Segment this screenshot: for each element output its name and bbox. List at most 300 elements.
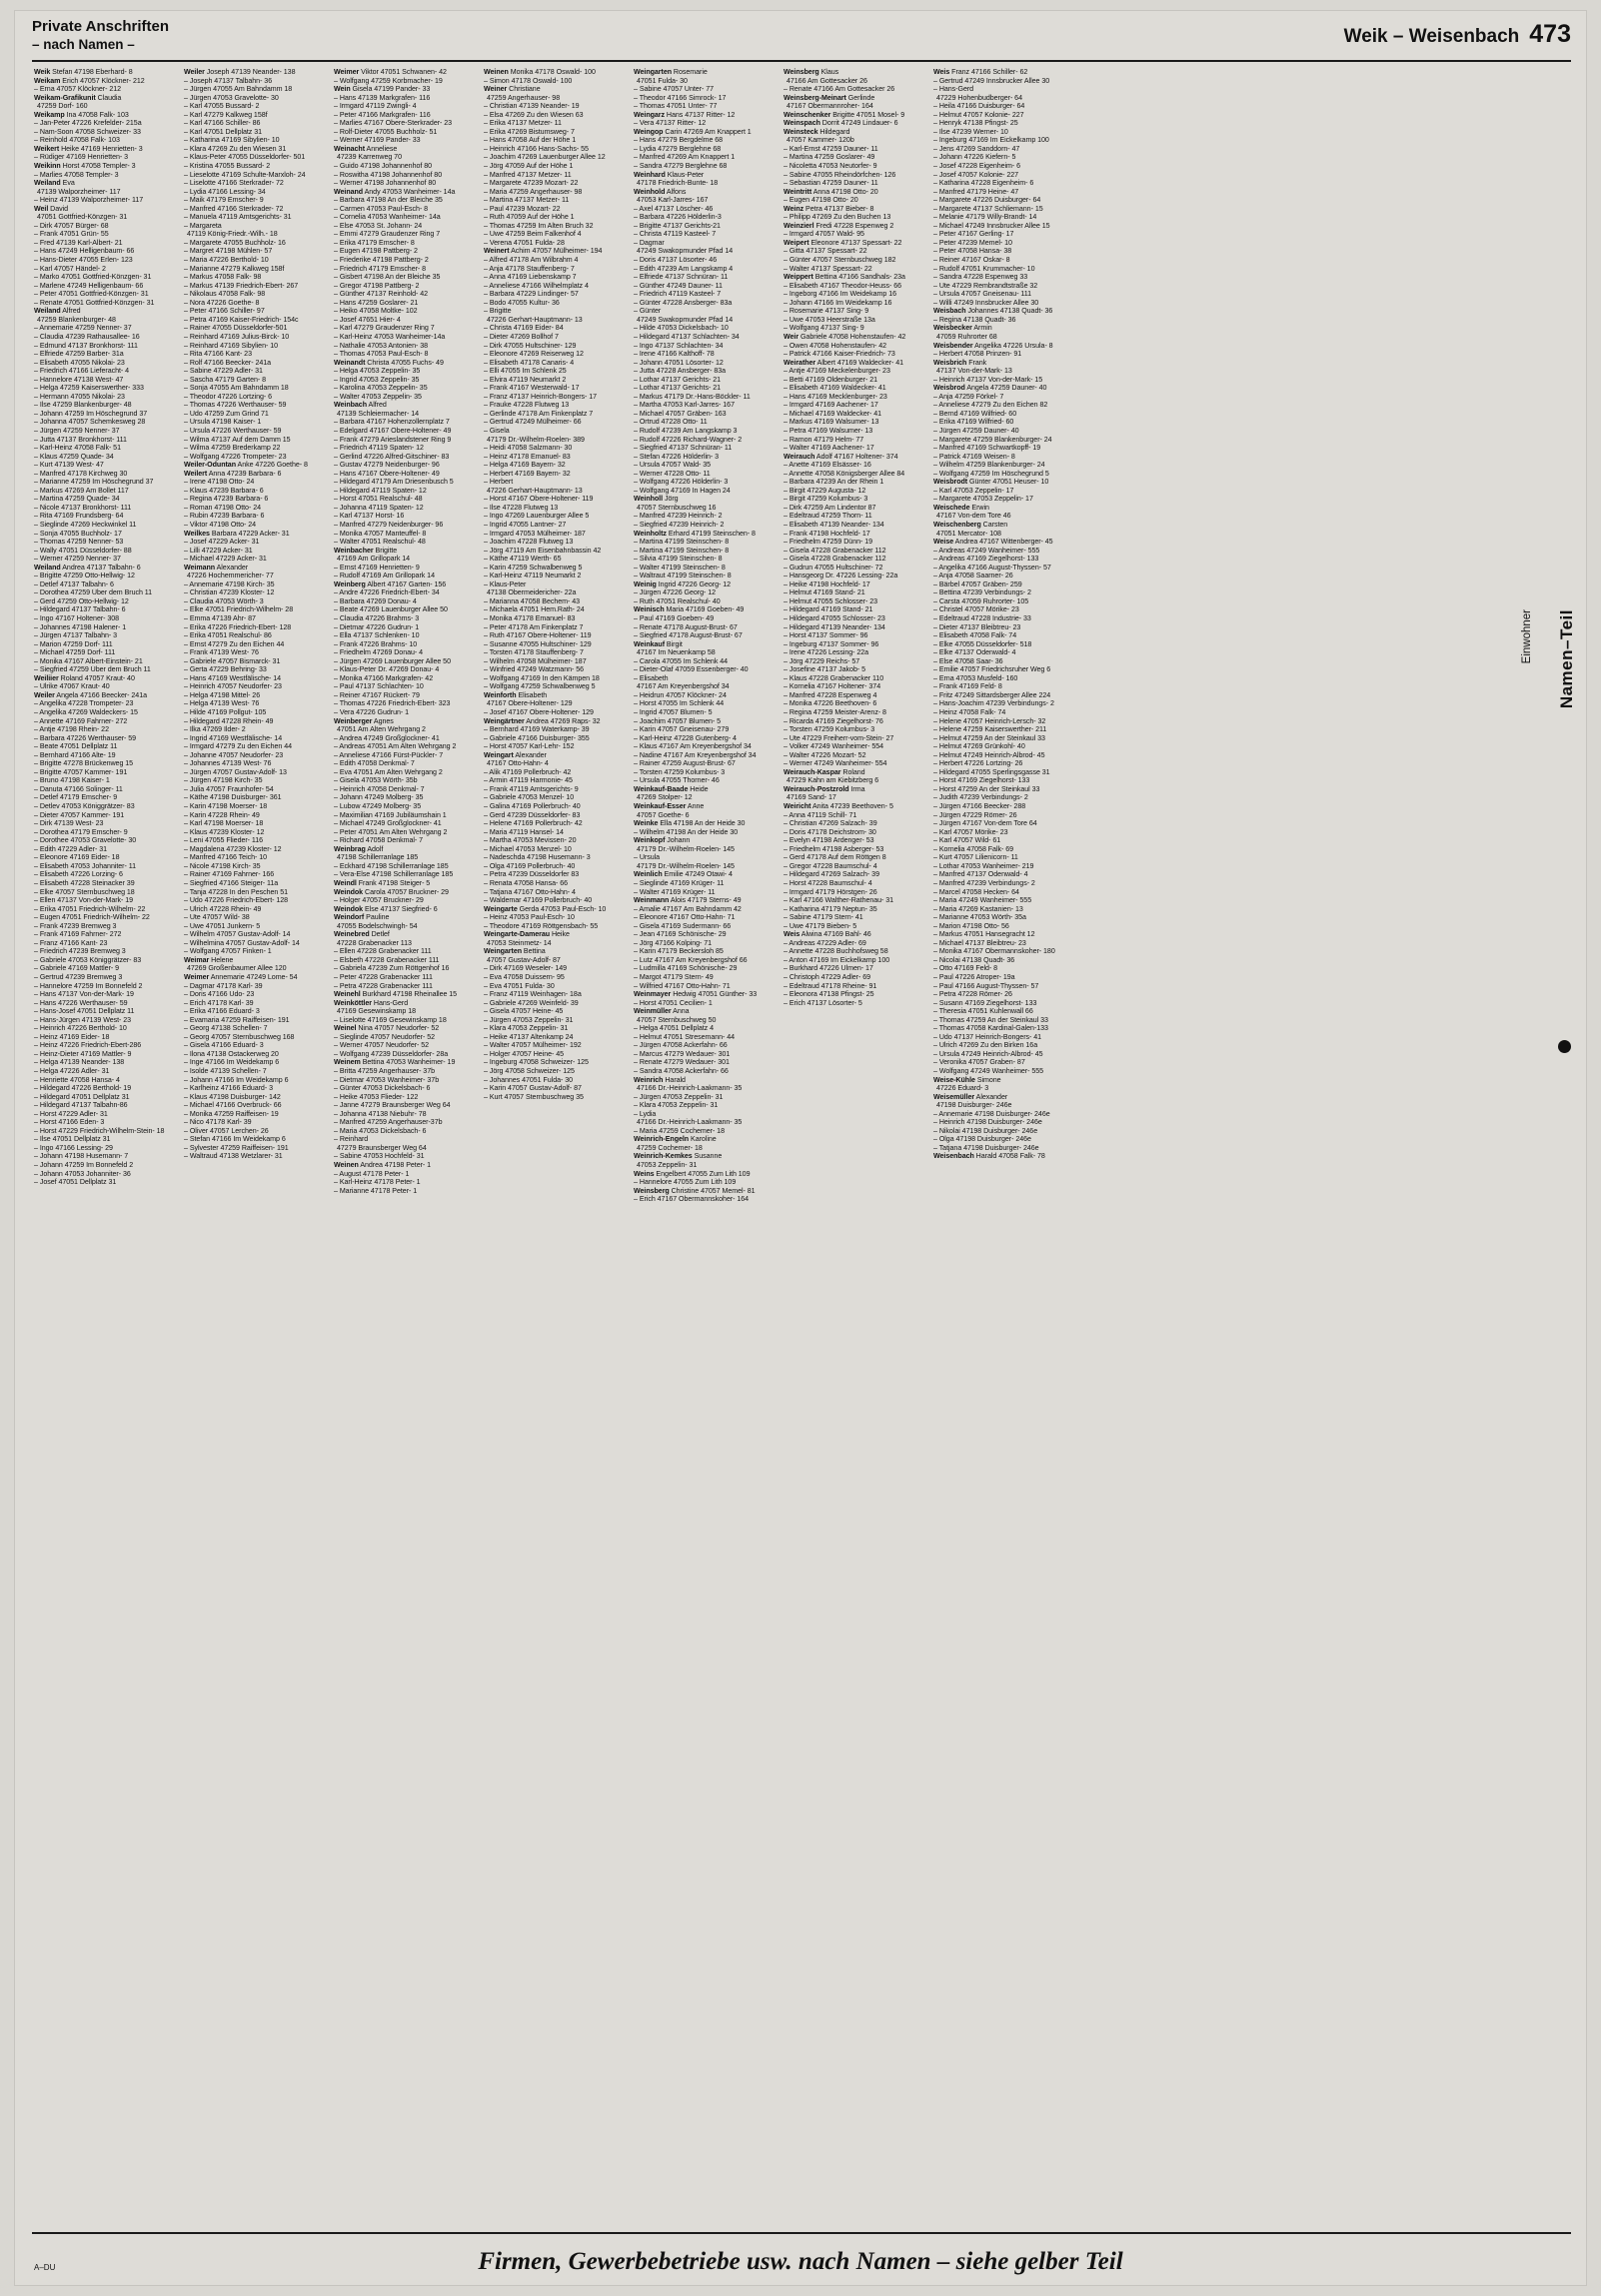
directory-entry: – Markus 47269 Am Bollet 117 [34, 486, 129, 495]
directory-entry: – Ernst 47279 Zu den Eichen 44 [184, 639, 285, 648]
directory-entry: – Dirk 47055 Hultschiner- 129 [484, 341, 577, 350]
entry-detail: Andrea 47269 Raps- 32 [524, 716, 601, 725]
entry-surname: Weingarz [634, 110, 666, 119]
directory-entry: – Lothar 47137 Gerichts- 21 [634, 384, 721, 393]
directory-entry: – Rudolf 47226 Richard-Wagner- 2 [634, 435, 743, 444]
directory-entry: – Carmen 47053 Paul-Esch- 8 [334, 204, 429, 213]
directory-entry: – Johann 47226 Kiefern- 5 [933, 153, 1016, 162]
directory-entry: – Johann 47249 Molberg- 35 [334, 793, 424, 802]
entry-detail: Emilie 47249 Otawi- 4 [662, 870, 733, 879]
directory-entry: – Petra 47228 Grabenacker 111 [334, 981, 433, 990]
directory-entry: – Walter 47137 Spessart- 22 [784, 264, 872, 273]
directory-entry: – Heiko 47058 Moltke- 102 [334, 307, 418, 316]
directory-entry: – Melanie 47179 Willy-Brandt- 14 [933, 213, 1037, 222]
entry-detail: Stefan 47198 Eberhard- 8 [50, 68, 133, 76]
directory-entry: 47167 Obermannroher- 164 [787, 102, 873, 111]
directory-entry: – Barbara 47229 Lindinger- 57 [484, 290, 579, 299]
directory-entry: – Josef 47057 Kolonie- 227 [933, 170, 1019, 179]
entry-surname: Weiler [34, 690, 55, 699]
directory-entry: – Lothar 47053 Wanheimer- 219 [933, 861, 1034, 870]
entry-surname: Weinsberg [784, 68, 819, 76]
directory-entry: – Friedhelm 47198 Asberger- 53 [784, 844, 884, 853]
directory-entry: – August 47178 Peter- 1 [334, 1169, 410, 1178]
directory-entry: – Karl-Heinz 47053 Wanheimer-14a [334, 332, 446, 341]
directory-entry: – Dorothee 47053 Gravelotte- 30 [34, 836, 137, 845]
directory-entry: – Karin 47198 Moerser- 18 [184, 802, 268, 811]
directory-entry: – Ricarda 47169 Ziegelhorst- 76 [784, 716, 883, 725]
directory-entry: – Beate 47051 Dellplatz 11 [34, 742, 118, 751]
entry-surname: Weisbecker [933, 324, 972, 333]
directory-entry: – Nicole 47137 Bronkhorst- 111 [34, 503, 132, 512]
directory-entry: – Gregor 47228 Baumschul- 4 [784, 861, 877, 870]
directory-entry: – Tanja 47228 In den Peschen 51 [184, 887, 289, 896]
directory-entry: – Manfred 47166 Teich- 10 [184, 853, 268, 862]
directory-entry [634, 111, 776, 120]
entry-detail: Bettina 47053 Wanheimer- 19 [360, 1058, 456, 1067]
entry-surname: Weisbender [933, 341, 973, 350]
directory-entry: – Elvira 47119 Neumarkt 2 [484, 375, 567, 384]
entry-surname: Weinkauf [634, 639, 666, 648]
directory-entry: – Ilse 47239 Werner- 10 [933, 127, 1008, 136]
directory-entry: – Wilhelm 47259 Blankenburger- 24 [933, 461, 1045, 470]
entry-surname: Weik [34, 68, 51, 76]
directory-entry: 47051 Mercator- 108 [936, 529, 1001, 538]
section-thumb-tab [1521, 609, 1579, 1029]
directory-entry: – Susanne 47055 Hultschiner- 129 [484, 639, 592, 648]
entry-surname: Weinholl [634, 495, 664, 504]
directory-entry: – Martina 47137 Metzer- 11 [484, 196, 570, 205]
directory-entry: – Britta 47259 Angerhauser- 37b [334, 1066, 435, 1075]
directory-entry: 47269 Großenbaumer Allee 120 [187, 964, 287, 973]
directory-entry: – Jürgen 47198 Kirch- 35 [184, 776, 263, 785]
directory-entry: – Eleonora 47138 Pfingst- 25 [784, 990, 874, 999]
directory-entry: – Jürgen 47166 Beecker- 288 [933, 802, 1026, 811]
directory-entry: – Rüdiger 47169 Henrietten- 3 [34, 153, 128, 162]
directory-entry [634, 1007, 776, 1016]
directory-entry: – Friedhelm 47259 Dünn- 19 [784, 538, 873, 547]
directory-entry: – Petra 47239 Düsseldorfer 83 [484, 870, 580, 879]
entry-surname: Weinforth [484, 690, 517, 699]
directory-entry [484, 68, 626, 77]
directory-entry: – Wilhelm 47058 Mülheimer- 187 [484, 656, 587, 665]
directory-entry [484, 930, 626, 939]
directory-entry: – Marcel 47058 Hecken- 64 [933, 887, 1019, 896]
directory-entry: – Dieter 47269 Bollhof 7 [484, 332, 559, 341]
entry-surname: Weinhold [634, 187, 666, 196]
directory-entry: – Karin 47259 Schwalbenweg 5 [484, 563, 583, 572]
directory-entry [34, 674, 176, 683]
directory-entry: – Peter 47167 Gerling- 17 [933, 230, 1014, 239]
directory-entry: – Marcus 47279 Wedauer- 301 [634, 1049, 731, 1058]
directory-entry: – Jörg 47119 Am Eisenbahnbassin 42 [484, 546, 602, 555]
directory-entry: – Günther 47249 Dauner- 11 [634, 281, 723, 290]
directory-entry: 47057 Sternbuschweg 16 [637, 503, 717, 512]
directory-entry: – Nicolai 47138 Quadt- 36 [933, 955, 1015, 964]
directory-entry: – Andreas 47229 Adler- 69 [784, 938, 866, 947]
directory-entry: 47249 Swakopmunder Pfad 14 [637, 315, 734, 324]
directory-entry: – Martina 47199 Steinschen- 8 [634, 546, 730, 555]
directory-entry: 47053 Zeppelin- 31 [637, 1161, 698, 1169]
directory-entry: – Sonja 47055 Am Bahndamm 18 [184, 384, 289, 393]
directory-entry: – Klara 47053 Zeppelin- 31 [484, 1024, 569, 1033]
directory-entry: – Hansgeorg Dr. 47226 Lessing- 22a [784, 572, 898, 580]
entry-detail: Carola 47057 Bruckner- 29 [363, 887, 449, 896]
directory-entry: – Christel 47057 Mörike- 23 [933, 605, 1019, 614]
directory-entry [34, 179, 176, 188]
directory-entry: – Jürgen 47053 Zeppelin- 31 [484, 1015, 574, 1024]
entry-surname: Weir [784, 332, 800, 341]
directory-entry: – Udo 47137 Heinrich-Bongers- 41 [933, 1032, 1042, 1041]
directory-entry [484, 751, 626, 760]
directory-entry: – Holger 47057 Heine- 45 [484, 1049, 565, 1058]
directory-entry: – Patrick 47169 Weisen- 8 [933, 452, 1015, 461]
directory-entry: – Werner 47169 Pander- 33 [334, 136, 421, 145]
directory-entry: – Hannelore 47138 West- 47 [34, 375, 124, 384]
directory-entry: 47057 Goethe- 6 [637, 810, 690, 819]
entry-detail: Anna [671, 1007, 690, 1016]
directory-entry: – Hilde 47053 Dickelsbach- 10 [634, 324, 729, 333]
directory-entry: – Friederike 47198 Pattberg- 2 [334, 256, 429, 265]
directory-entry: 47167 Obere-Holtener- 129 [487, 699, 573, 708]
directory-entry: – Monika 47226 Beethoven- 6 [784, 699, 877, 708]
directory-entry: – Reiner 47167 Rückert- 79 [334, 690, 420, 699]
directory-entry: – Ingrid 47053 Zeppelin- 35 [334, 375, 420, 384]
entry-surname: Weinschenker [784, 110, 831, 119]
directory-entry: – Marianne 47053 Wörth- 35a [933, 913, 1026, 922]
directory-entry: – Edith 47058 Denkmal- 7 [334, 759, 415, 768]
directory-entry: 47179 Dr.-Wilhelm-Roelen- 389 [487, 435, 585, 444]
directory-entry [784, 359, 925, 368]
directory-entry: – Walter 47169 Aachener- 17 [784, 444, 874, 453]
directory-entry: – Birgit 47259 Kolumbus- 3 [784, 495, 868, 504]
directory-entry: – Erna 47057 Klöckner- 212 [34, 85, 122, 94]
entry-detail: Hedwig 47051 Günther- 33 [671, 990, 758, 999]
directory-entry [334, 845, 476, 854]
entry-surname: Weil [34, 204, 49, 213]
directory-entry [634, 836, 776, 845]
directory-entry: – Angelika 47228 Trompeter- 23 [34, 699, 134, 708]
directory-entry: – Rainer 47259 August-Brust- 67 [634, 759, 736, 768]
directory-entry: – Günter [634, 307, 662, 316]
directory-entry: – Johann 47259 Im Bonnefeld 2 [34, 1161, 134, 1169]
entry-detail: Pauline [364, 913, 390, 922]
directory-entry: – Sabine 47057 Unter- 77 [634, 85, 715, 94]
directory-entry: – Helene 47169 Pollerbruch- 42 [484, 819, 583, 828]
directory-column [334, 68, 476, 2216]
directory-entry: – Jürgen 47259 Dauner- 40 [933, 426, 1019, 435]
directory-entry: – Margareta [184, 221, 222, 230]
entry-surname: Weinert [484, 247, 510, 256]
directory-entry: – Frank 47226 Brahms- 10 [334, 639, 418, 648]
entry-surname: Weingart [484, 750, 514, 759]
entry-detail: Claudia [95, 93, 122, 102]
directory-entry: 47226 Hochemmericher- 77 [187, 572, 274, 580]
header-range-block [1344, 20, 1571, 49]
directory-entry: – Jörg 47059 Auf der Höhe 1 [484, 162, 574, 171]
directory-entry: 47178 Friedrich-Bunte- 18 [637, 179, 719, 188]
thumb-tab-label-main: Namen–Teil [1557, 609, 1576, 709]
directory-entry [784, 68, 925, 77]
entry-surname: Weinzierl [784, 221, 814, 230]
directory-entry: – Herbert [484, 478, 514, 487]
directory-entry: – Katharina 47179 Neptun- 35 [784, 904, 877, 913]
entry-detail: Erich 47057 Klöckner- 212 [60, 76, 145, 85]
directory-entry: – Wolfgang 47226 Hölderlin- 3 [634, 478, 729, 487]
directory-entry: – Rainer 47169 Fahrner- 166 [184, 870, 275, 879]
directory-entry: – Liselotte 47169 Gesewinskamp 18 [334, 1015, 447, 1024]
directory-entry: – Ingo 47167 Holtener- 308 [34, 614, 120, 622]
directory-entry: 47179 Dr.-Wilhelm-Roelen- 145 [637, 844, 735, 853]
directory-entry: – Ilka 47269 Ilder- 2 [184, 725, 246, 734]
directory-entry: – Markus 47058 Falk- 98 [184, 273, 262, 282]
directory-entry [334, 1024, 476, 1033]
entry-detail: Albert 47167 Garten- 156 [365, 579, 447, 588]
entry-detail: Roland [840, 767, 865, 776]
directory-entry: – Dirk 47259 Am Lindentor 87 [784, 503, 876, 512]
directory-entry: – Horst 47051 Cecilien- 1 [634, 998, 713, 1007]
entry-detail: Engelbert 47055 Zum Lith 109 [654, 1169, 751, 1178]
directory-entry: – Frauke 47228 Flutweg 13 [484, 401, 570, 410]
directory-entry: – Gerd 47178 Auf dem Röttgen 8 [784, 853, 886, 862]
directory-entry: – Margot 47179 Stern- 49 [634, 972, 714, 981]
entry-surname: Weinehl [334, 990, 361, 999]
directory-entry: – Ingrid 47055 Lantner- 27 [484, 520, 567, 529]
directory-entry: – Beate 47269 Lauenburger Allee 50 [334, 605, 448, 614]
directory-entry: – Ute 47229 Rembrandtstraße 32 [933, 281, 1038, 290]
directory-entry: – Hans 47058 Auf der Höhe 1 [484, 136, 577, 145]
directory-entry [184, 530, 326, 539]
directory-entry: – Johann 47198 Husemann- 7 [34, 1152, 129, 1161]
directory-entry: – Sieglinde 47169 Krüger- 11 [634, 878, 725, 887]
entry-surname: Weinspach [784, 119, 820, 128]
directory-entry: – Regina 47138 Quadt- 36 [933, 315, 1016, 324]
entry-surname: Weinisch [634, 605, 665, 614]
entry-surname: Weinbacher [334, 546, 374, 555]
directory-entry: – Horst 47137 Sommer- 96 [784, 631, 868, 640]
entry-detail: Albert 47169 Waldecker- 41 [815, 358, 904, 367]
directory-entry: – Olga 47169 Pollerbruch- 40 [484, 861, 576, 870]
directory-entry [334, 990, 476, 999]
directory-entry: – Bettina 47239 Verbindungs- 2 [933, 588, 1031, 597]
entry-detail: Alexander [513, 750, 547, 759]
directory-entry: – Danuta 47166 Solinger- 11 [34, 784, 123, 793]
directory-entry: – Ruth 47051 Realschul- 40 [634, 596, 721, 605]
directory-entry: – Amalie 47167 Am Bahndamm 42 [634, 904, 742, 913]
directory-entry: – Hans 47167 Obere-Holtener- 49 [334, 469, 440, 478]
entry-surname: Weinsberg-Meinart [784, 93, 846, 102]
directory-entry [634, 1135, 776, 1144]
entry-detail: Andy 47053 Wanheimer- 14a [363, 187, 456, 196]
directory-entry: – Ursula [634, 853, 661, 862]
directory-entry [484, 85, 626, 94]
directory-entry: – Theodor 47166 Simrock- 17 [634, 93, 727, 102]
directory-entry: – Ursula 47198 Kaiser- 1 [184, 418, 262, 427]
directory-entry [784, 111, 925, 120]
directory-entry: – Irmgard 47279 Zu den Eichen 44 [184, 742, 293, 751]
directory-entry: – Wilma 47259 Brederkamp 22 [184, 444, 281, 453]
directory-entry [334, 68, 476, 77]
directory-entry: – Helmut 47051 Stresemann- 44 [634, 1032, 736, 1041]
directory-entry: – Heinz 47226 Friedrich-Ebert-286 [34, 1041, 142, 1050]
directory-entry [484, 717, 626, 726]
directory-entry: 47055 Bodelschwingh- 54 [337, 921, 418, 930]
entry-surname: Weinholtz [634, 529, 667, 538]
directory-entry [933, 324, 1075, 333]
directory-entry: – Christa 47169 Eider- 84 [484, 324, 564, 333]
directory-entry: – Margarete 47053 Zeppelin- 17 [933, 495, 1033, 504]
directory-entry: – Julia 47057 Fraunhofer- 54 [184, 784, 274, 793]
directory-entry: – Patrick 47166 Kaiser-Friedrich- 73 [784, 350, 895, 359]
entry-surname: Weindok [334, 887, 364, 896]
directory-entry: – Franz 47166 Kant- 23 [34, 938, 108, 947]
directory-entry: – Heinrich 47166 Hans-Sachs- 55 [484, 144, 589, 153]
entry-detail: Dorrit 47249 Lindauer- 6 [819, 119, 898, 128]
directory-columns [34, 68, 1498, 2216]
directory-entry [634, 1076, 776, 1085]
entry-detail: Annemarie 47249 Lome- 54 [209, 972, 298, 981]
directory-entry: – Johann 47051 Lösorter- 12 [634, 358, 724, 367]
entry-surname: Weingärtner [484, 716, 525, 725]
directory-entry: – Rolf-Dieter 47055 Buchholz- 51 [334, 127, 438, 136]
directory-entry: – Manuela 47119 Amtsgerichts- 31 [184, 213, 292, 222]
directory-entry: – Tatjana 47167 Otto-Hahn- 4 [484, 887, 576, 896]
directory-entry: – Klaus 47259 Quade- 34 [34, 452, 114, 461]
directory-entry: – Karl-Heinz 47228 Gutenberg- 4 [634, 733, 737, 742]
footer-code: A–DU [34, 2263, 56, 2272]
entry-surname: Weiliier [34, 673, 59, 682]
directory-entry: – Heila 47166 Duisburger- 64 [933, 102, 1025, 111]
directory-entry: – Edelgard 47167 Obere-Holtener- 49 [334, 426, 452, 435]
directory-entry [334, 188, 476, 197]
directory-entry: – Karin 47179 Beckersloh 85 [634, 947, 724, 956]
directory-entry: – Gabriele 47053 Königgrätzer- 83 [34, 955, 142, 964]
entry-detail: Viktor 47051 Schwanen- 42 [359, 68, 447, 76]
directory-entry: – Herbert 47226 Lortzing- 26 [933, 759, 1023, 768]
directory-entry [184, 564, 326, 573]
directory-entry: – Michael 47249 Großglockner- 41 [334, 819, 442, 828]
directory-entry: – Dirk 47057 Bürger- 68 [34, 221, 109, 230]
directory-entry: – Karl 47279 Graudenzer Ring 7 [334, 324, 435, 333]
directory-entry: – Gabriela 47239 Zum Röttgenhof 16 [334, 964, 450, 973]
directory-entry: – Horst 47228 Baumschul- 4 [784, 878, 872, 887]
directory-entry: – Sabine 47055 Rheindörfchen- 126 [784, 170, 896, 179]
directory-entry: – Marion 47259 Dorf- 111 [34, 639, 113, 648]
directory-entry: 47259 Dorf- 160 [37, 102, 88, 111]
directory-entry: – Wilma 47137 Auf dem Damm 15 [184, 435, 291, 444]
directory-entry [634, 870, 776, 879]
directory-entry: – Rainer 47055 Düsseldorfer-501 [184, 324, 288, 333]
directory-entry: – Galina 47169 Pollerbruch- 40 [484, 802, 581, 811]
directory-entry: – Joseph 47137 Talbahn- 36 [184, 76, 273, 85]
directory-entry: – Elisabeth 47167 Theodor-Heuss- 66 [784, 281, 902, 290]
directory-entry: – Wolfgang 47169 In den Kämpen 18 [484, 673, 600, 682]
directory-entry [933, 342, 1075, 351]
directory-entry: 47053 Karl-Jarres- 167 [637, 196, 709, 205]
directory-entry: – Andreas 47051 Am Alten Wehrgang 2 [334, 742, 457, 751]
directory-entry: – Theresia 47051 Kuhlenwall 66 [933, 1007, 1033, 1016]
entry-detail: Johannes 47138 Quadt- 36 [965, 307, 1053, 316]
directory-entry: – Elisabeth 47058 Falk- 74 [933, 631, 1017, 640]
directory-entry: – Anna 47169 Liebenskamp 7 [484, 273, 577, 282]
directory-entry: – Gitta 47137 Spessart- 22 [784, 247, 867, 256]
entry-detail: Gerda 47053 Paul-Esch- 10 [517, 904, 607, 913]
directory-entry: – Antje 47198 Rhein- 22 [34, 725, 109, 734]
directory-entry: – Klaus 47228 Grabenacker 110 [784, 673, 884, 682]
directory-entry: – Sandra 47228 Espenweg 33 [933, 273, 1028, 282]
directory-entry: – Siegfried 47166 Steiger- 11a [184, 878, 279, 887]
directory-entry: – Josef 47167 Obere-Holtener- 129 [484, 708, 594, 717]
entry-detail: Angelika 47226 Ursula- 8 [972, 341, 1053, 350]
directory-entry: – Helga 47053 Zeppelin- 35 [334, 367, 421, 376]
directory-entry [634, 188, 776, 197]
directory-entry [784, 188, 925, 197]
directory-entry: – Marlies 47167 Obere-Sterkrader- 23 [334, 119, 453, 128]
directory-entry: – Rita 47166 Kant- 23 [184, 350, 252, 359]
directory-entry: – Hildegard 47051 Dellplatz 31 [34, 1092, 130, 1101]
directory-entry: – Heinrich 47058 Denkmal- 7 [334, 784, 425, 793]
entry-detail: Simone [974, 1075, 1001, 1084]
directory-entry: – Werner 47228 Otto- 11 [634, 469, 711, 478]
directory-entry: – Waltraut 47199 Steinschen- 8 [634, 572, 732, 580]
entry-surname: Weingarte [484, 904, 518, 913]
directory-entry: – Elke 47057 Sternbuschweg 18 [34, 887, 135, 896]
directory-entry: – Edmund 47137 Bronkhorst- 111 [34, 341, 138, 350]
directory-entry: – Veronika 47057 Graben- 87 [933, 1058, 1025, 1067]
directory-entry: – Günther 47137 Reinhold- 42 [334, 290, 429, 299]
directory-entry: – Annette 47058 Königsberger Allee 84 [784, 469, 905, 478]
directory-entry: – Siegfried 47239 Heinrich- 2 [634, 520, 725, 529]
directory-entry: – Alfred 47178 Am Wilbrahm 4 [484, 256, 579, 265]
directory-entry [334, 580, 476, 589]
directory-entry: – Brigitte 47057 Kammer- 191 [34, 767, 128, 776]
directory-entry: – Magdalena 47239 Kloster- 12 [184, 844, 282, 853]
directory-entry: – Claudia 47053 Wörth- 3 [184, 596, 264, 605]
directory-entry: – Elisabeth 47178 Canaris- 4 [484, 358, 575, 367]
entry-detail: Achim 47057 Mülheimer- 194 [509, 247, 603, 256]
directory-entry: – Heinrich 47226 Berthold- 10 [34, 1024, 127, 1033]
directory-column [34, 68, 176, 2216]
header-title-line2: – nach Namen – [32, 37, 135, 52]
directory-entry: – Torsten 47259 Kolumbus- 3 [634, 767, 726, 776]
directory-entry: – Klaus-Peter 47055 Düsseldorfer- 501 [184, 153, 306, 162]
directory-entry: – Gertrud 47249 Mülheimer- 66 [484, 418, 582, 427]
directory-entry [933, 68, 1075, 77]
directory-entry [634, 990, 776, 999]
entry-surname: Weisbrod [933, 384, 965, 393]
directory-entry: – Hannelore 47055 Zum Lith 109 [634, 1178, 737, 1187]
directory-entry: – Nico 47178 Karl- 39 [184, 1118, 252, 1127]
directory-entry: – Christian 47139 Neander- 19 [484, 102, 580, 111]
entry-surname: Weimer [184, 972, 210, 981]
directory-entry: – Dietmar 47053 Wanheimer- 37b [334, 1075, 440, 1084]
entry-detail: Erhard 47199 Steinschen- 8 [666, 529, 756, 538]
directory-entry: – Thomas 47259 An der Steinkaul 33 [933, 1015, 1048, 1024]
directory-entry: – Irmgard 47119 Zwingli- 4 [334, 102, 417, 111]
directory-entry: – Anja 47058 Saarner- 26 [933, 572, 1013, 580]
directory-entry: – Sabine 47053 Hochfeld- 31 [334, 1152, 425, 1161]
directory-entry: – Irene 47166 Kalthoff- 78 [634, 350, 715, 359]
entry-detail: Alfred [366, 401, 387, 410]
directory-entry: – Ingo 47166 Lessing- 29 [34, 1143, 113, 1152]
directory-entry [784, 333, 925, 342]
directory-entry [784, 128, 925, 137]
directory-entry: – Rubin 47239 Barbara- 6 [184, 512, 265, 521]
directory-entry: – Gabriele 47053 Menzel- 10 [484, 793, 575, 802]
directory-entry: – Holger 47057 Bruckner- 29 [334, 896, 424, 905]
directory-entry: – Lydia 47166 Lessing- 34 [184, 187, 266, 196]
directory-entry: – Josef 47651 Hier- 4 [334, 315, 401, 324]
directory-entry: 47057 Kammer- 120b [787, 136, 854, 145]
